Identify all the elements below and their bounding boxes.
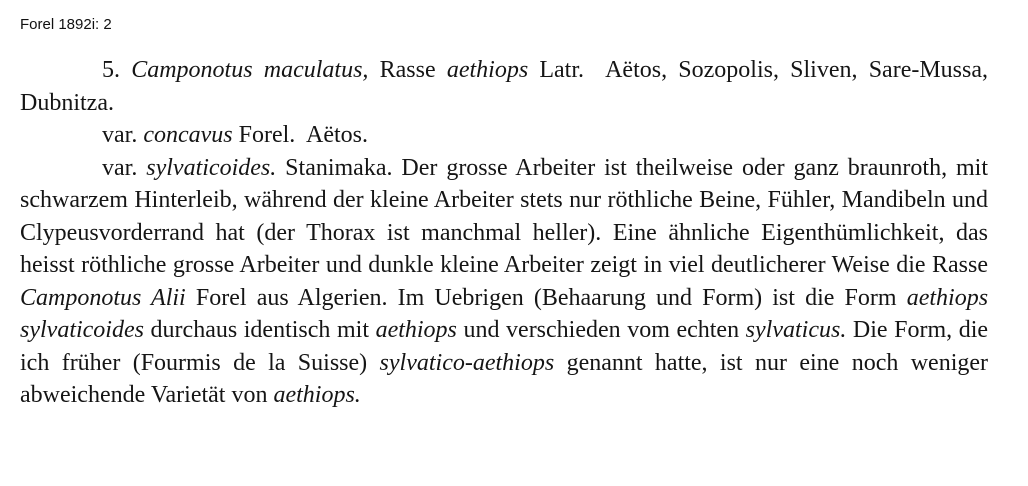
- variety-concavus-paragraph: [20, 119, 988, 152]
- var1-name: concavus: [143, 122, 233, 148]
- taxon-aethiops-final: aethiops.: [273, 382, 361, 408]
- var1-locality: Aëtos.: [305, 122, 368, 148]
- entry-number: 5.: [102, 57, 120, 83]
- page-header-label: Forel 1892i: 2: [20, 16, 112, 33]
- taxon-aethiops-sylvaticoides: aethiops sylvaticoides: [20, 284, 989, 343]
- taxon-camponotus-alii: Camponotus Alii: [20, 284, 186, 311]
- var2-text-6: genannt hatte, ist nur eine noch weniger abweichende Varietät von: [20, 349, 989, 408]
- var1-author: Forel.: [238, 122, 296, 148]
- var2-text-5: Die Form, die ich früher (Fourmis de la Suisse): [20, 317, 989, 376]
- race-name: aethiops: [446, 57, 529, 83]
- taxon-aethiops: aethiops: [375, 317, 457, 343]
- var2-text-1: Stanimaka. Der grosse Arbeiter ist theilweise oder ganz braunroth, mit schwarzem Hinterleib, während der kleine Arbeiter stets nur röthliche Beine, Fühler, Mandibeln und Clypeusvorderrand hat (der Thorax ist manchmal heller). Eine ähnliche Eigenthümlichkeit, das heisst röthliche grosse Arbeiter und dunkle kleine Arbeiter zeigt in viel deutlicherer Weise die Rasse: [20, 154, 989, 278]
- var2-text-4: und verschieden vom echten: [463, 317, 740, 343]
- document-body: [20, 54, 988, 412]
- taxon-sylvatico-aethiops: sylvatico-aethiops: [379, 349, 555, 376]
- variety-sylvaticoides-paragraph: [20, 152, 988, 412]
- var2-text-2: Forel aus Algerien. Im Uebrigen (Behaarung und Form) ist die Form: [195, 284, 897, 311]
- var2-prefix: var.: [102, 154, 138, 181]
- species-entry-paragraph: [20, 54, 988, 119]
- var2-name: sylvaticoides.: [146, 154, 277, 181]
- entry-localities: Aëtos, Sozopolis, Sliven, Sare-Mussa, Dubnitza.: [20, 57, 989, 116]
- race-word: Rasse: [379, 57, 436, 83]
- entry-author: Latr.: [539, 57, 585, 83]
- taxon-sylvaticus: sylvaticus.: [745, 317, 847, 343]
- species-name: Camponotus maculatus,: [131, 57, 369, 83]
- var2-text-3: durchaus identisch mit: [150, 317, 369, 343]
- var1-prefix: var.: [102, 122, 138, 148]
